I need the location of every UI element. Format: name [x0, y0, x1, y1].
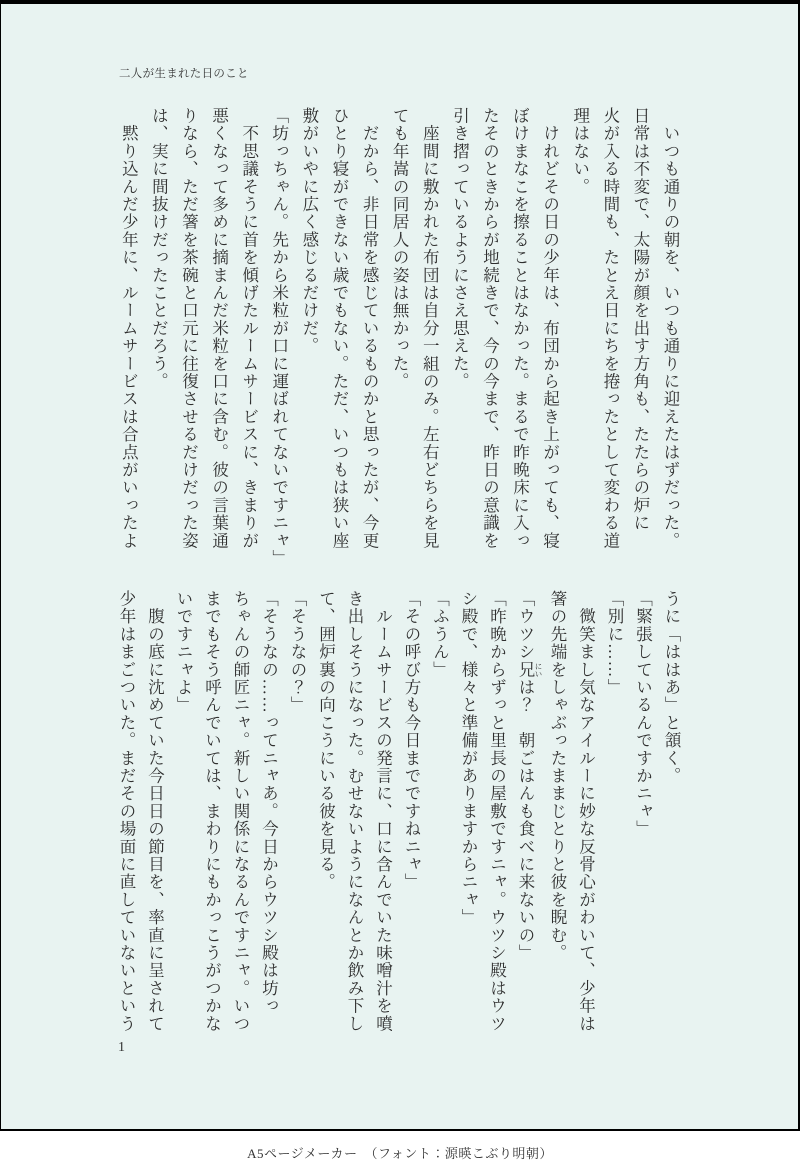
text-line: 箸の先端をしゃぶったままじとりと彼を睨む。	[548, 590, 567, 962]
footer-caption: A5ページメーカー （フォント：源暎こぶり明朝）	[247, 1145, 553, 1161]
text-line: て、囲炉裏の向こうにいる彼を見る。	[316, 590, 336, 891]
text-block-lower	[115, 590, 685, 1040]
text-line: 「別に……」	[605, 590, 624, 697]
ruby-annotated-text: 兄 にい	[516, 660, 543, 679]
footer-bar	[0, 1133, 800, 1171]
text-line: 火が入る時間も、たとえ日にちを捲ったとして変わる道	[600, 107, 620, 550]
text-line: たそのときからが地続きで、今の今まで、昨日の意識を	[480, 107, 500, 550]
text-block-upper	[113, 107, 685, 568]
text-line: 悪くなって多めに摘まんだ米粒を口に含む。彼の言葉通	[209, 107, 229, 550]
text-line: りなら、ただ箸を茶碗と口元に往復させるだけだった姿	[179, 107, 199, 550]
text-line: 「そうなの？」	[288, 590, 307, 714]
text-line: シ殿で、様々と準備がありますからニャ」	[459, 590, 478, 927]
text-line: は、実に間抜けだったことだろう。	[149, 107, 169, 391]
text-line: 微笑まし気なアイルーに妙な反骨心がわいて、少年は	[576, 590, 596, 1033]
text-line: 「ふうん」	[430, 590, 450, 679]
text-line: ても年嵩の同居人の姿は無かった。	[390, 107, 410, 391]
text-line: 「緊張しているんですかニャ」	[633, 590, 653, 838]
text-line: けれどその日の少年は、布団から起き上がっても、寝	[540, 107, 560, 550]
text-line: 「ウツシ兄 にいは？ 朝ごはんも食べに来ないの」	[516, 590, 543, 962]
text-line: うに「ははあ」と頷く。	[662, 590, 681, 785]
text-line: だから、非日常を感じているものかと思ったが、今更	[360, 107, 380, 550]
text-line: 少年はまごついた。まだその場面に直していないという	[117, 590, 136, 1033]
text-line: 敷がいやに広く感じるだけだ。	[299, 107, 319, 355]
text-line: ひとり寝ができない歳でもない。ただ、いつもは狭い座	[329, 107, 349, 550]
text-line: ルームサービスの発言に、口に含んでいた味噌汁を噴	[373, 590, 393, 1033]
text-line: いですニャよ」	[174, 590, 193, 714]
text-line: 「その呼び方も今日までですねニャ」	[402, 590, 421, 891]
text-line: 「坊っちゃん。先から米粒が口に運ばれてないですニャ」	[269, 107, 289, 568]
text-line: 引き摺っているようにさえ思えた。	[450, 107, 470, 391]
page-header-title: 二人が生まれた日のこと	[119, 68, 249, 80]
text-line: ぼけまなこを擦ることはなかった。まるで昨晩床に入っ	[510, 107, 530, 550]
text-line: ちゃんの師匠ニャ。新しい関係になるんですニャ。いつ	[231, 590, 250, 1033]
text-line: 腹の底に沈めていた今日日の節目を、率直に呈されて	[145, 590, 165, 1033]
text-line: 「そうなの……ってニャあ。今日からウツシ殿は坊っ	[259, 590, 279, 1015]
text-line: 「昨晩からずっと里長の屋敷ですニャ。ウツシ殿はウツ	[487, 590, 507, 1033]
text-line: 理はない。	[570, 107, 590, 196]
text-line: き出しそうになった。むせないようになんとか飲み下し	[345, 590, 364, 1033]
text-line: までもそう呼んでいては、まわりにもかっこうがつかな	[202, 590, 222, 1033]
text-line: 日常は不変で、太陽が顔を出す方角も、たたらの炉に	[630, 107, 650, 532]
page-number: 1	[118, 1040, 125, 1055]
text-line: 黙り込んだ少年に、ルームサービスは合点がいったよ	[119, 107, 139, 550]
text-line: 不思議そうに首を傾げたルームサービスに、きまりが	[239, 107, 259, 550]
text-line: 座間に敷かれた布団は自分一組のみ。左右どちらを見	[420, 107, 440, 550]
text-line: いつも通りの朝を、いつも通りに迎えたはずだった。	[661, 107, 680, 550]
